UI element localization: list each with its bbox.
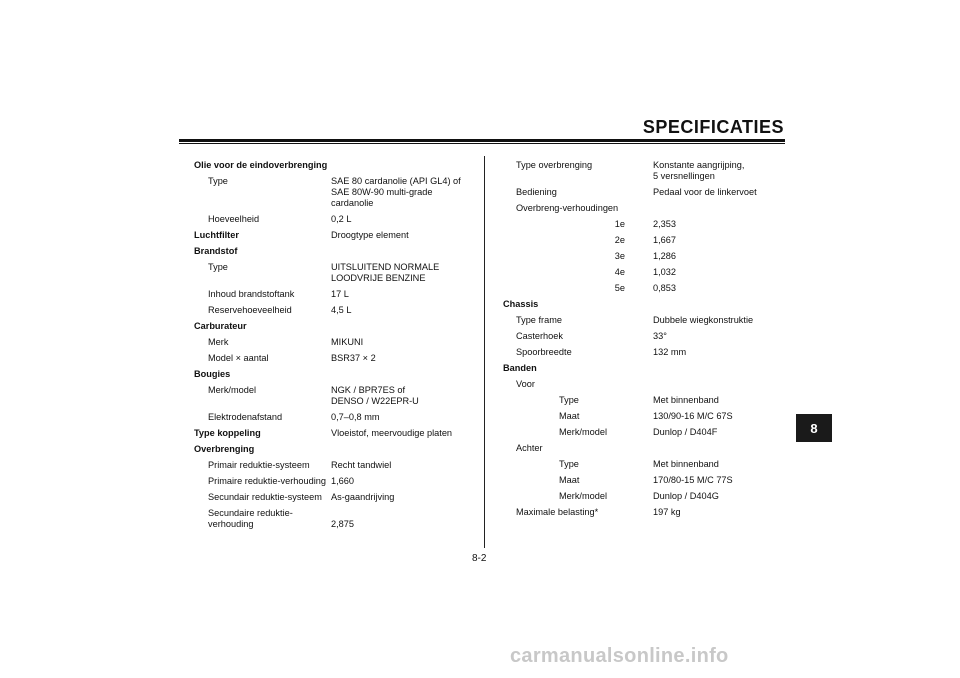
- spec-row: [194, 246, 479, 257]
- spec-value: 1,667: [653, 235, 676, 245]
- spec-value: 0,7–0,8 mm: [331, 412, 380, 422]
- spec-row: [503, 235, 783, 246]
- spec-label: Type frame: [516, 315, 562, 325]
- spec-value: 0,853: [653, 283, 676, 293]
- spec-label: Hoeveelheid: [208, 214, 260, 224]
- spec-label: Merk/model: [208, 385, 256, 395]
- spec-row: [503, 299, 783, 310]
- spec-label: Type koppeling: [194, 428, 261, 438]
- spec-label: Bediening: [516, 187, 557, 197]
- spec-label: Type: [559, 395, 579, 405]
- spec-label: Overbrenging: [194, 444, 255, 454]
- spec-label: Maximale belasting*: [516, 507, 599, 517]
- spec-label: Luchtfilter: [194, 230, 239, 240]
- spec-value: Konstante aangrijping, 5 versnellingen: [653, 160, 745, 181]
- spec-label: Elektrodenafstand: [208, 412, 283, 422]
- spec-value: Dunlop / D404F: [653, 427, 718, 437]
- spec-value: UITSLUITEND NORMALE LOODVRIJE BENZINE: [331, 262, 440, 283]
- spec-value: 17 L: [331, 289, 349, 299]
- spec-row: [503, 283, 783, 294]
- spec-label: Bougies: [194, 369, 231, 379]
- spec-row: [194, 492, 479, 503]
- spec-row: [503, 427, 783, 438]
- spec-label: Chassis: [503, 299, 539, 309]
- left-spec-column: [194, 160, 479, 535]
- spec-row: [503, 219, 783, 230]
- spec-value: Met binnenband: [653, 395, 719, 405]
- spec-value: NGK / BPR7ES of DENSO / W22EPR-U: [331, 385, 419, 406]
- spec-row: [503, 187, 783, 198]
- spec-value: Dubbele wiegkonstruktie: [653, 315, 754, 325]
- spec-value: 170/80-15 M/C 77S: [653, 475, 733, 485]
- spec-label: Secundaire reduktie- verhouding: [208, 508, 293, 529]
- spec-row: [503, 507, 783, 518]
- spec-row: [503, 331, 783, 342]
- spec-label: Banden: [503, 363, 537, 373]
- spec-row: [194, 385, 479, 407]
- spec-value: Vloeistof, meervoudige platen: [331, 428, 453, 438]
- spec-label: Casterhoek: [516, 331, 563, 341]
- spec-label: Voor: [516, 379, 535, 389]
- spec-row: [194, 460, 479, 471]
- spec-row: [503, 411, 783, 422]
- spec-row: [503, 347, 783, 358]
- section-tab[interactable]: 8: [796, 414, 832, 442]
- spec-row: [194, 476, 479, 487]
- spec-value: 130/90-16 M/C 67S: [653, 411, 733, 421]
- spec-label: Reservehoeveelheid: [208, 305, 292, 315]
- spec-value: Met binnenband: [653, 459, 719, 469]
- header-rule: [179, 139, 785, 142]
- spec-label: Merk: [208, 337, 229, 347]
- spec-row: [194, 428, 479, 439]
- spec-row: [503, 379, 783, 390]
- spec-label: Type: [208, 262, 228, 272]
- spec-label: Maat: [559, 475, 580, 485]
- spec-row: [194, 508, 479, 530]
- spec-value: As-gaandrijving: [331, 492, 395, 502]
- spec-value: 4,5 L: [331, 305, 352, 315]
- spec-label: 2e: [614, 235, 625, 245]
- spec-value: Recht tandwiel: [331, 460, 392, 470]
- spec-value: Droogtype element: [331, 230, 409, 240]
- spec-value: 197 kg: [653, 507, 681, 517]
- spec-label: Merk/model: [559, 491, 607, 501]
- spec-label: Overbreng-verhoudingen: [516, 203, 619, 213]
- spec-row: [503, 251, 783, 262]
- right-spec-column: [503, 160, 783, 523]
- spec-label: Olie voor de eindoverbrenging: [194, 160, 328, 170]
- watermark: carmanualsonline.info: [510, 645, 729, 667]
- spec-row: [194, 305, 479, 316]
- spec-row: [194, 444, 479, 455]
- spec-label: Secundair reduktie-systeem: [208, 492, 322, 502]
- header-rule-thin: [179, 143, 785, 144]
- spec-label: Primair reduktie-systeem: [208, 460, 310, 470]
- spec-value: 2,875: [331, 519, 354, 529]
- spec-row: [194, 337, 479, 348]
- spec-row: [503, 160, 783, 182]
- spec-row: [194, 321, 479, 332]
- spec-label: Type: [559, 459, 579, 469]
- spec-value: 1,660: [331, 476, 354, 486]
- spec-value: 1,286: [653, 251, 676, 261]
- spec-label: Carburateur: [194, 321, 247, 331]
- spec-row: [194, 230, 479, 241]
- spec-label: 1e: [614, 219, 625, 229]
- spec-row: [194, 214, 479, 225]
- column-divider: [484, 156, 485, 548]
- spec-value: 1,032: [653, 267, 676, 277]
- spec-row: [194, 160, 479, 171]
- spec-row: [503, 267, 783, 278]
- page-title: SPECIFICATIES: [642, 117, 784, 137]
- spec-value: Dunlop / D404G: [653, 491, 719, 501]
- spec-label: Inhoud brandstoftank: [208, 289, 295, 299]
- spec-label: Achter: [516, 443, 543, 453]
- spec-label: Type overbrenging: [516, 160, 593, 170]
- spec-row: [503, 363, 783, 374]
- spec-value: Pedaal voor de linkervoet: [653, 187, 757, 197]
- spec-row: [194, 412, 479, 423]
- spec-label: Maat: [559, 411, 580, 421]
- spec-row: [194, 289, 479, 300]
- spec-label: Type: [208, 176, 228, 186]
- spec-label: Brandstof: [194, 246, 238, 256]
- spec-label: Spoorbreedte: [516, 347, 572, 357]
- spec-value: 0,2 L: [331, 214, 352, 224]
- spec-row: [503, 203, 783, 214]
- spec-row: [503, 443, 783, 454]
- spec-row: [194, 353, 479, 364]
- spec-value: SAE 80 cardanolie (API GL4) of SAE 80W-90 multi-grade cardanolie: [331, 176, 461, 208]
- spec-value: BSR37 × 2: [331, 353, 376, 363]
- spec-row: [194, 262, 479, 284]
- spec-row: [503, 491, 783, 502]
- spec-row: [503, 459, 783, 470]
- spec-row: [194, 369, 479, 380]
- spec-value: 2,353: [653, 219, 676, 229]
- page-number: 8-2: [472, 553, 487, 564]
- spec-label: 4e: [614, 267, 625, 277]
- spec-value: 132 mm: [653, 347, 687, 357]
- spec-row: [503, 475, 783, 486]
- spec-label: Primaire reduktie-verhouding: [208, 476, 326, 486]
- spec-label: 5e: [614, 283, 625, 293]
- spec-value: 33°: [653, 331, 667, 341]
- spec-row: [503, 315, 783, 326]
- spec-label: Model × aantal: [208, 353, 269, 363]
- spec-label: Merk/model: [559, 427, 607, 437]
- spec-row: [194, 176, 479, 209]
- spec-value: MIKUNI: [331, 337, 364, 347]
- spec-row: [503, 395, 783, 406]
- spec-label: 3e: [614, 251, 625, 261]
